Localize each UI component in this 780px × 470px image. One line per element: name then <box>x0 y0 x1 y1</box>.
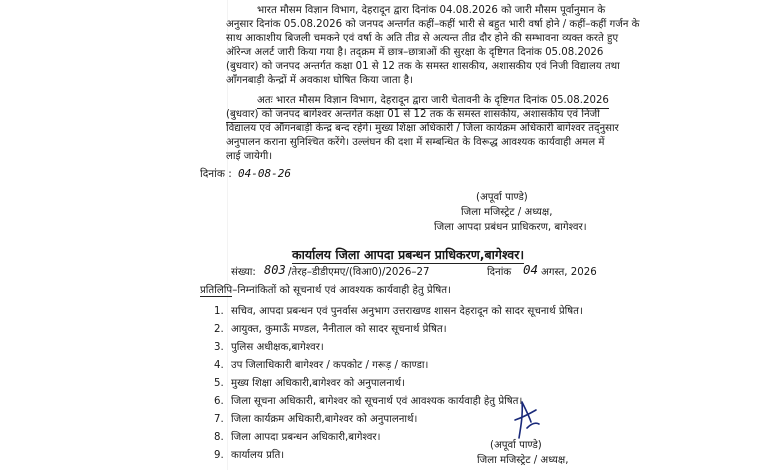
list-item: 7. <box>214 414 224 425</box>
notice-line: लाई जायेगी। <box>226 151 273 162</box>
list-item-text: जिला आपदा प्रबन्धन अधिकारी,बागेश्वर। <box>231 432 381 443</box>
copy-to-label: प्रतिलिपि <box>200 285 233 296</box>
notice-date-value: 04-08-26 <box>238 167 291 180</box>
list-item-text: कार्यालय प्रति। <box>231 450 285 461</box>
list-item-text: आयुक्त, कुमाऊँ मण्डल, नैनीताल को सादर सूचनार्थ प्रेषित। <box>231 324 447 335</box>
notice-line: अनुसार दिनांक 05.08.2026 को जनपद अन्तर्गत कहीं–कहीं भारी से बहुत भारी वर्षा होने / कहीं–कहीं गर्जन के <box>226 19 640 30</box>
reference-date-label: दिनांक <box>487 267 512 278</box>
signatory-office: जिला आपदा प्रबंधन प्राधिकरण, बागेश्वर। <box>434 222 587 233</box>
list-item-text: जिला सूचना अधिकारी, बागेश्वर को सूचनार्थ एवं आवश्यक कार्यवाही हेतु प्रेषित। <box>231 396 523 407</box>
list-item: 6. <box>214 396 224 407</box>
list-item-text: उप जिलाधिकारी बागेश्वर / कपकोट / गरूड़ / काण्डा। <box>231 360 429 371</box>
list-item: 9. <box>214 450 224 461</box>
list-item: 2. <box>214 324 224 335</box>
notice-line: विद्यालय एवं ऑगनबाड़ी केन्द्र बन्द रहेंगे। मुख्य शिक्षा अधिकारी / जिला कार्यक्रम अधिकारी बागेश्वर तद्नुसार <box>226 123 619 134</box>
office-heading: कार्यालय जिला आपदा प्रबन्धन प्राधिकरण,बागेश्वर। <box>292 247 525 262</box>
list-item: 1. <box>214 306 224 317</box>
signatory-title: जिला मजिस्ट्रेट / अध्यक्ष, <box>477 455 569 466</box>
reference-number: 803 <box>264 263 286 277</box>
notice-line: ऑरेन्ज अलर्ट जारी किया गया है। तद्क्रम में छात्र–छात्राओं की सुरक्षा के दृष्टिगत दिनांक 05.08.2026 <box>226 47 604 58</box>
notice-line: ऑंगनबाड़ी केन्द्रों में अवकाश घोषित किया जाता है। <box>226 75 413 86</box>
list-item-text: जिला कार्यक्रम अधिकारी,बागेश्वर को अनुपालनार्थ। <box>231 414 418 425</box>
notice-date-label: दिनांक : <box>200 168 232 180</box>
copy-to-intro: –निम्नांकितों को सूचनार्थ एवं आवश्यक कार्यवाही हेतु प्रेषित। <box>232 285 451 296</box>
list-item: 8. <box>214 432 224 443</box>
notice-line: अतः भारत मौसम विज्ञान विभाग, देहरादून द्वारा जारी चेतावनी के दृष्टिगत दिनांक 05.08.2026 <box>257 94 609 109</box>
list-item-text: सचिव, आपदा प्रबन्धन एवं पुनर्वास अनुभाग उत्तराखण्ड शासन देहरादून को सादर सूचनार्थ प्रेषित। <box>231 306 583 317</box>
reference-date-day: 04 <box>523 262 539 277</box>
signatory-name: (अपूर्वा पाण्डे) <box>490 440 542 451</box>
list-item: 3. <box>214 342 224 353</box>
notice-line: (बुधवार) को जनपद बागेश्वर अन्तर्गत कक्षा 01 से 12 तक के समस्त शासकीय, अशासकीय एवं निजी <box>226 108 600 123</box>
notice-line: (बुधवार) को जनपद अन्तर्गत कक्षा 01 से 12 तक के समस्त शासकीय, अशासकीय एवं निजी विद्यालय तथा <box>226 61 620 72</box>
list-item-text: मुख्य शिक्षा अधिकारी,बागेश्वर को अनुपालनार्थ। <box>231 378 405 389</box>
signatory-title: जिला मजिस्ट्रेट / अध्यक्ष, <box>461 207 553 218</box>
notice-line: अनुपालन कराना सुनिश्चित करेंगे। उल्लंघन की दशा में सम्बन्धित के विरूद्ध आवश्यक कार्यवाही अमल में <box>226 137 605 148</box>
notice-line: भारत मौसम विज्ञान विभाग, देहरादून द्वारा दिनांक 04.08.2026 को जारी मौसम पूर्वानुमान के <box>257 5 606 16</box>
signatory-name: (अपूर्वा पाण्डे) <box>476 192 528 203</box>
list-item-text: पुलिस अधीक्षक,बागेश्वर। <box>231 342 324 353</box>
reference-text: /तेरह–डीडीएमए/(विआ0)/2026–27 <box>288 267 430 278</box>
reference-label: संख्या: <box>231 267 256 278</box>
notice-line: साथ आकाशीय बिजली चमकने एवं वर्षा के अति तीव्र से अत्यन्त तीव्र दौर होने की सम्भावना व्यक्त करते हुए <box>226 33 619 44</box>
copy-to-line <box>200 284 451 298</box>
reference-date-rest: अगस्त, 2026 <box>541 267 597 278</box>
handwritten-signature <box>505 398 545 442</box>
list-item: 4. <box>214 360 224 371</box>
list-item: 5. <box>214 378 224 389</box>
